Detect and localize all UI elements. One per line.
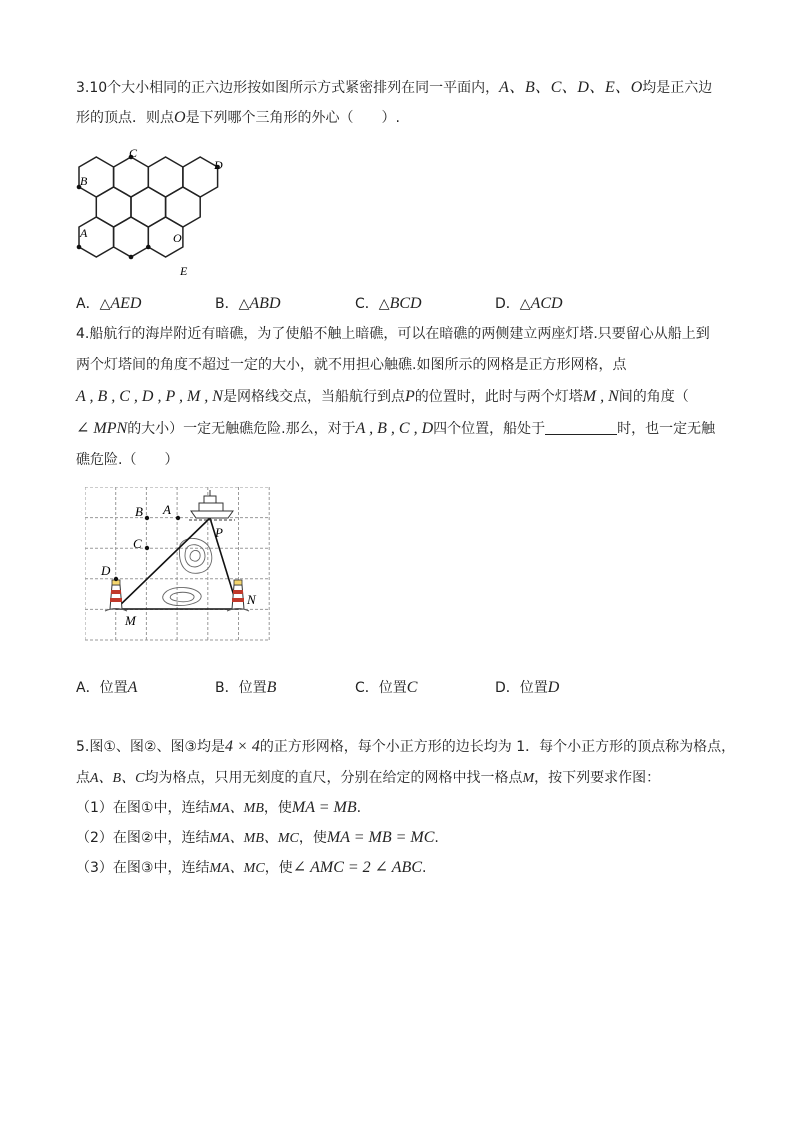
q3-text: 是下列哪个三角形的外心（ ）.	[185, 110, 401, 126]
q3-label-d: D	[214, 158, 223, 172]
q5-sub-2: （2）在图②中，连结MA、MB、MC，使MA = MB = MC.	[76, 829, 439, 846]
q4-option-c[interactable]: C．位置C	[355, 679, 418, 696]
q5-sub-1: （1）在图①中，连结MA、MB，使MA = MB.	[76, 799, 362, 816]
q3-option-c[interactable]: C．△BCD	[355, 295, 422, 312]
q5-line-2: 点A、B、C均为格点，只用无刻度的直尺，分别在给定的网格中找一格点M，按下列要求作图：	[76, 770, 661, 786]
vertex-a	[77, 245, 82, 250]
q4-option-d[interactable]: D．位置D	[495, 679, 560, 696]
point-a	[176, 516, 180, 520]
hexagon-3	[148, 157, 183, 197]
q3-label-e: E	[180, 264, 188, 278]
q4-label-c: C	[133, 536, 142, 551]
q4-label-p: P	[215, 525, 223, 540]
q4-label-b: B	[135, 504, 143, 519]
q3-label-c: C	[129, 146, 138, 160]
q4-label-a: A	[163, 502, 171, 517]
q5-line-1: 5.图①、图②、图③均是4 × 4的正方形网格，每个小正方形的边长均为 1．每个小正方形的顶点称为格点，	[76, 738, 736, 755]
q4-option-a[interactable]: A．位置A	[76, 679, 138, 696]
q3-label-a: A	[80, 226, 88, 240]
q4-line-4: ∠ MPN的大小）一定无触礁危险.那么，对于A , B , C , D四个位置，船处于 时，也一定无触	[76, 420, 716, 437]
q3-hexagon-figure	[72, 145, 242, 280]
q4-label-m: M	[125, 613, 136, 628]
q4-label-d: D	[101, 563, 111, 578]
hexagon-6	[131, 187, 166, 227]
q3-line-2	[76, 108, 400, 128]
hexagon-7	[166, 187, 201, 227]
point-c	[145, 546, 149, 550]
q4-label-n: N	[247, 592, 256, 607]
q5-sub-3: （3）在图③中，连结MA、MC，使∠ AMC = 2 ∠ ABC.	[76, 859, 427, 876]
q3-option-b[interactable]: B．△ABD	[215, 295, 281, 312]
q3-points: A、B、C、D、E、O	[499, 79, 643, 96]
q4-option-b[interactable]: B．位置B	[215, 679, 277, 696]
hexagon-4	[183, 157, 218, 197]
q3-label-b: B	[80, 174, 88, 188]
q3-option-d[interactable]: D．△ACD	[495, 295, 563, 312]
q4-grid-figure	[85, 487, 271, 643]
point-d	[114, 577, 118, 581]
q4-line-3: A , B , C , D , P , M , N是网格线交点，当船航行到点P的位置时，此时与两个灯塔M , N间的角度（	[76, 388, 689, 405]
hexagon-9	[114, 217, 149, 257]
q3-text: 3.10个大小相同的正六边形按如图所示方式紧密排列在同一平面内，	[76, 80, 500, 96]
q3-option-a[interactable]: A．△AED	[76, 295, 142, 312]
q4-line-5: 礁危险.（ ）	[76, 452, 179, 468]
point-b	[145, 516, 149, 520]
ship-icon	[189, 490, 235, 520]
hexagon-5	[96, 187, 131, 227]
q3-text: 均是正六边	[642, 80, 713, 96]
vertex-o	[146, 245, 151, 250]
lighthouse-m-icon	[105, 580, 127, 611]
q4-line-1: 4.船航行的海岸附近有暗礁，为了使船不触上暗礁，可以在暗礁的两侧建立两座灯塔.只要留心从船上到	[76, 326, 710, 342]
hexagon-2	[114, 157, 149, 197]
q4-line-2: 两个灯塔间的角度不超过一定的大小，就不用担心触礁.如图所示的网格是正方形网格，点	[76, 357, 627, 373]
q3-label-o: O	[173, 231, 182, 245]
vertex-e	[129, 255, 134, 260]
q4-answer-blank[interactable]	[545, 420, 617, 435]
q3-point-o: O	[174, 109, 186, 126]
q3-line-1	[76, 78, 712, 98]
q3-text: 形的顶点．则点	[76, 110, 174, 126]
